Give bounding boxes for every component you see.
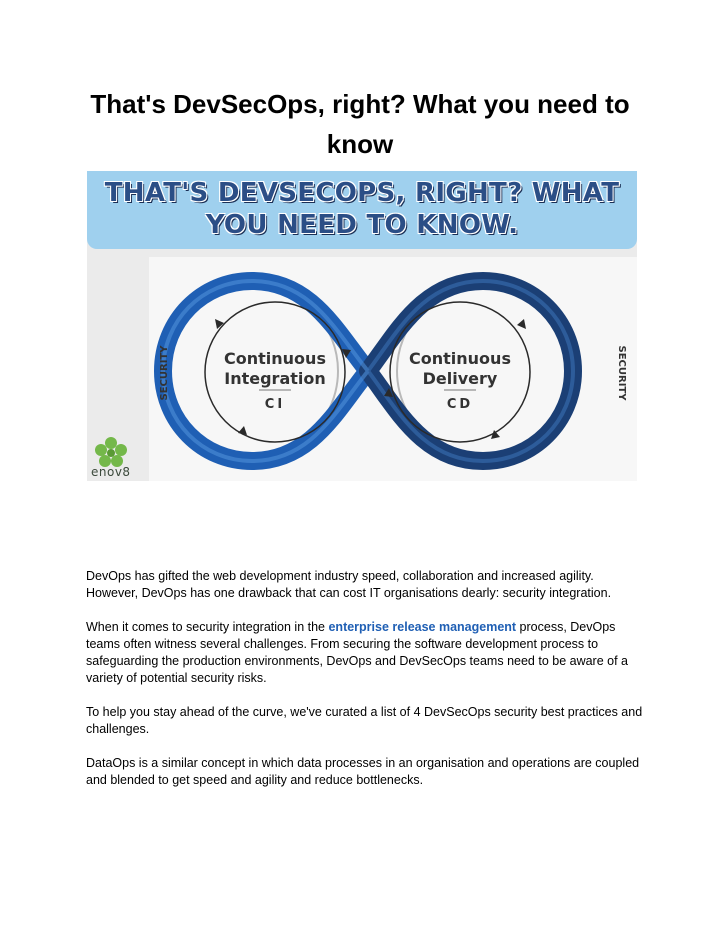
enterprise-release-management-link[interactable]: enterprise release management [328,620,517,634]
infinity-loop-diagram [87,249,637,481]
security-label-right: SECURITY [616,345,627,401]
banner-line-1: THAT'S DEVSECOPS, RIGHT? WHAT [104,178,620,208]
ci-arrow-bottom-icon [238,426,247,435]
paragraph-best-practices: To help you stay ahead of the curve, we've curated a list of 4 DevSecOps security best practices and challenges. [86,705,643,736]
ci-arrow-top-icon [215,319,224,329]
cd-title-line-2: Delivery [422,369,498,388]
page-title: That's DevSecOps, right? What you need to know [90,89,630,159]
enov8-logo-text: enov8 [91,465,131,479]
paragraph-2-text-end: process, DevOps teams often witness several challenges. From securing the software development process to safeguarding the production environments, DevOps and DevSecOps teams need to be aware of a variety of potential security risks. [86,620,628,685]
paragraph-intro: DevOps has gifted the web development industry speed, collaboration and increased agility. However, DevOps has one drawback that can cost IT organisations dearly: security integration. [86,569,612,600]
banner-line-2: YOU NEED TO KNOW. [205,210,519,240]
article-body [86,568,646,806]
paragraph-2-text-start: When it comes to security integration in the [86,620,329,634]
infographic-banner [87,171,637,249]
devsecops-infographic [87,171,637,481]
security-label-left: SECURITY [159,345,170,401]
paragraph-dataops: DataOps is a similar concept in which data processes in an organisation and operations are coupled and blended to get speed and agility and reduce bottlenecks. [86,756,640,787]
paragraph-security-integration [86,619,646,687]
cd-title-line-1: Continuous [409,349,511,368]
cd-abbreviation: CD [446,397,474,412]
cd-arrow-top-icon [517,319,526,329]
ci-abbreviation: CI [264,397,286,412]
ci-title-line-1: Continuous [224,349,326,368]
ci-title-line-2: Integration [224,369,326,388]
